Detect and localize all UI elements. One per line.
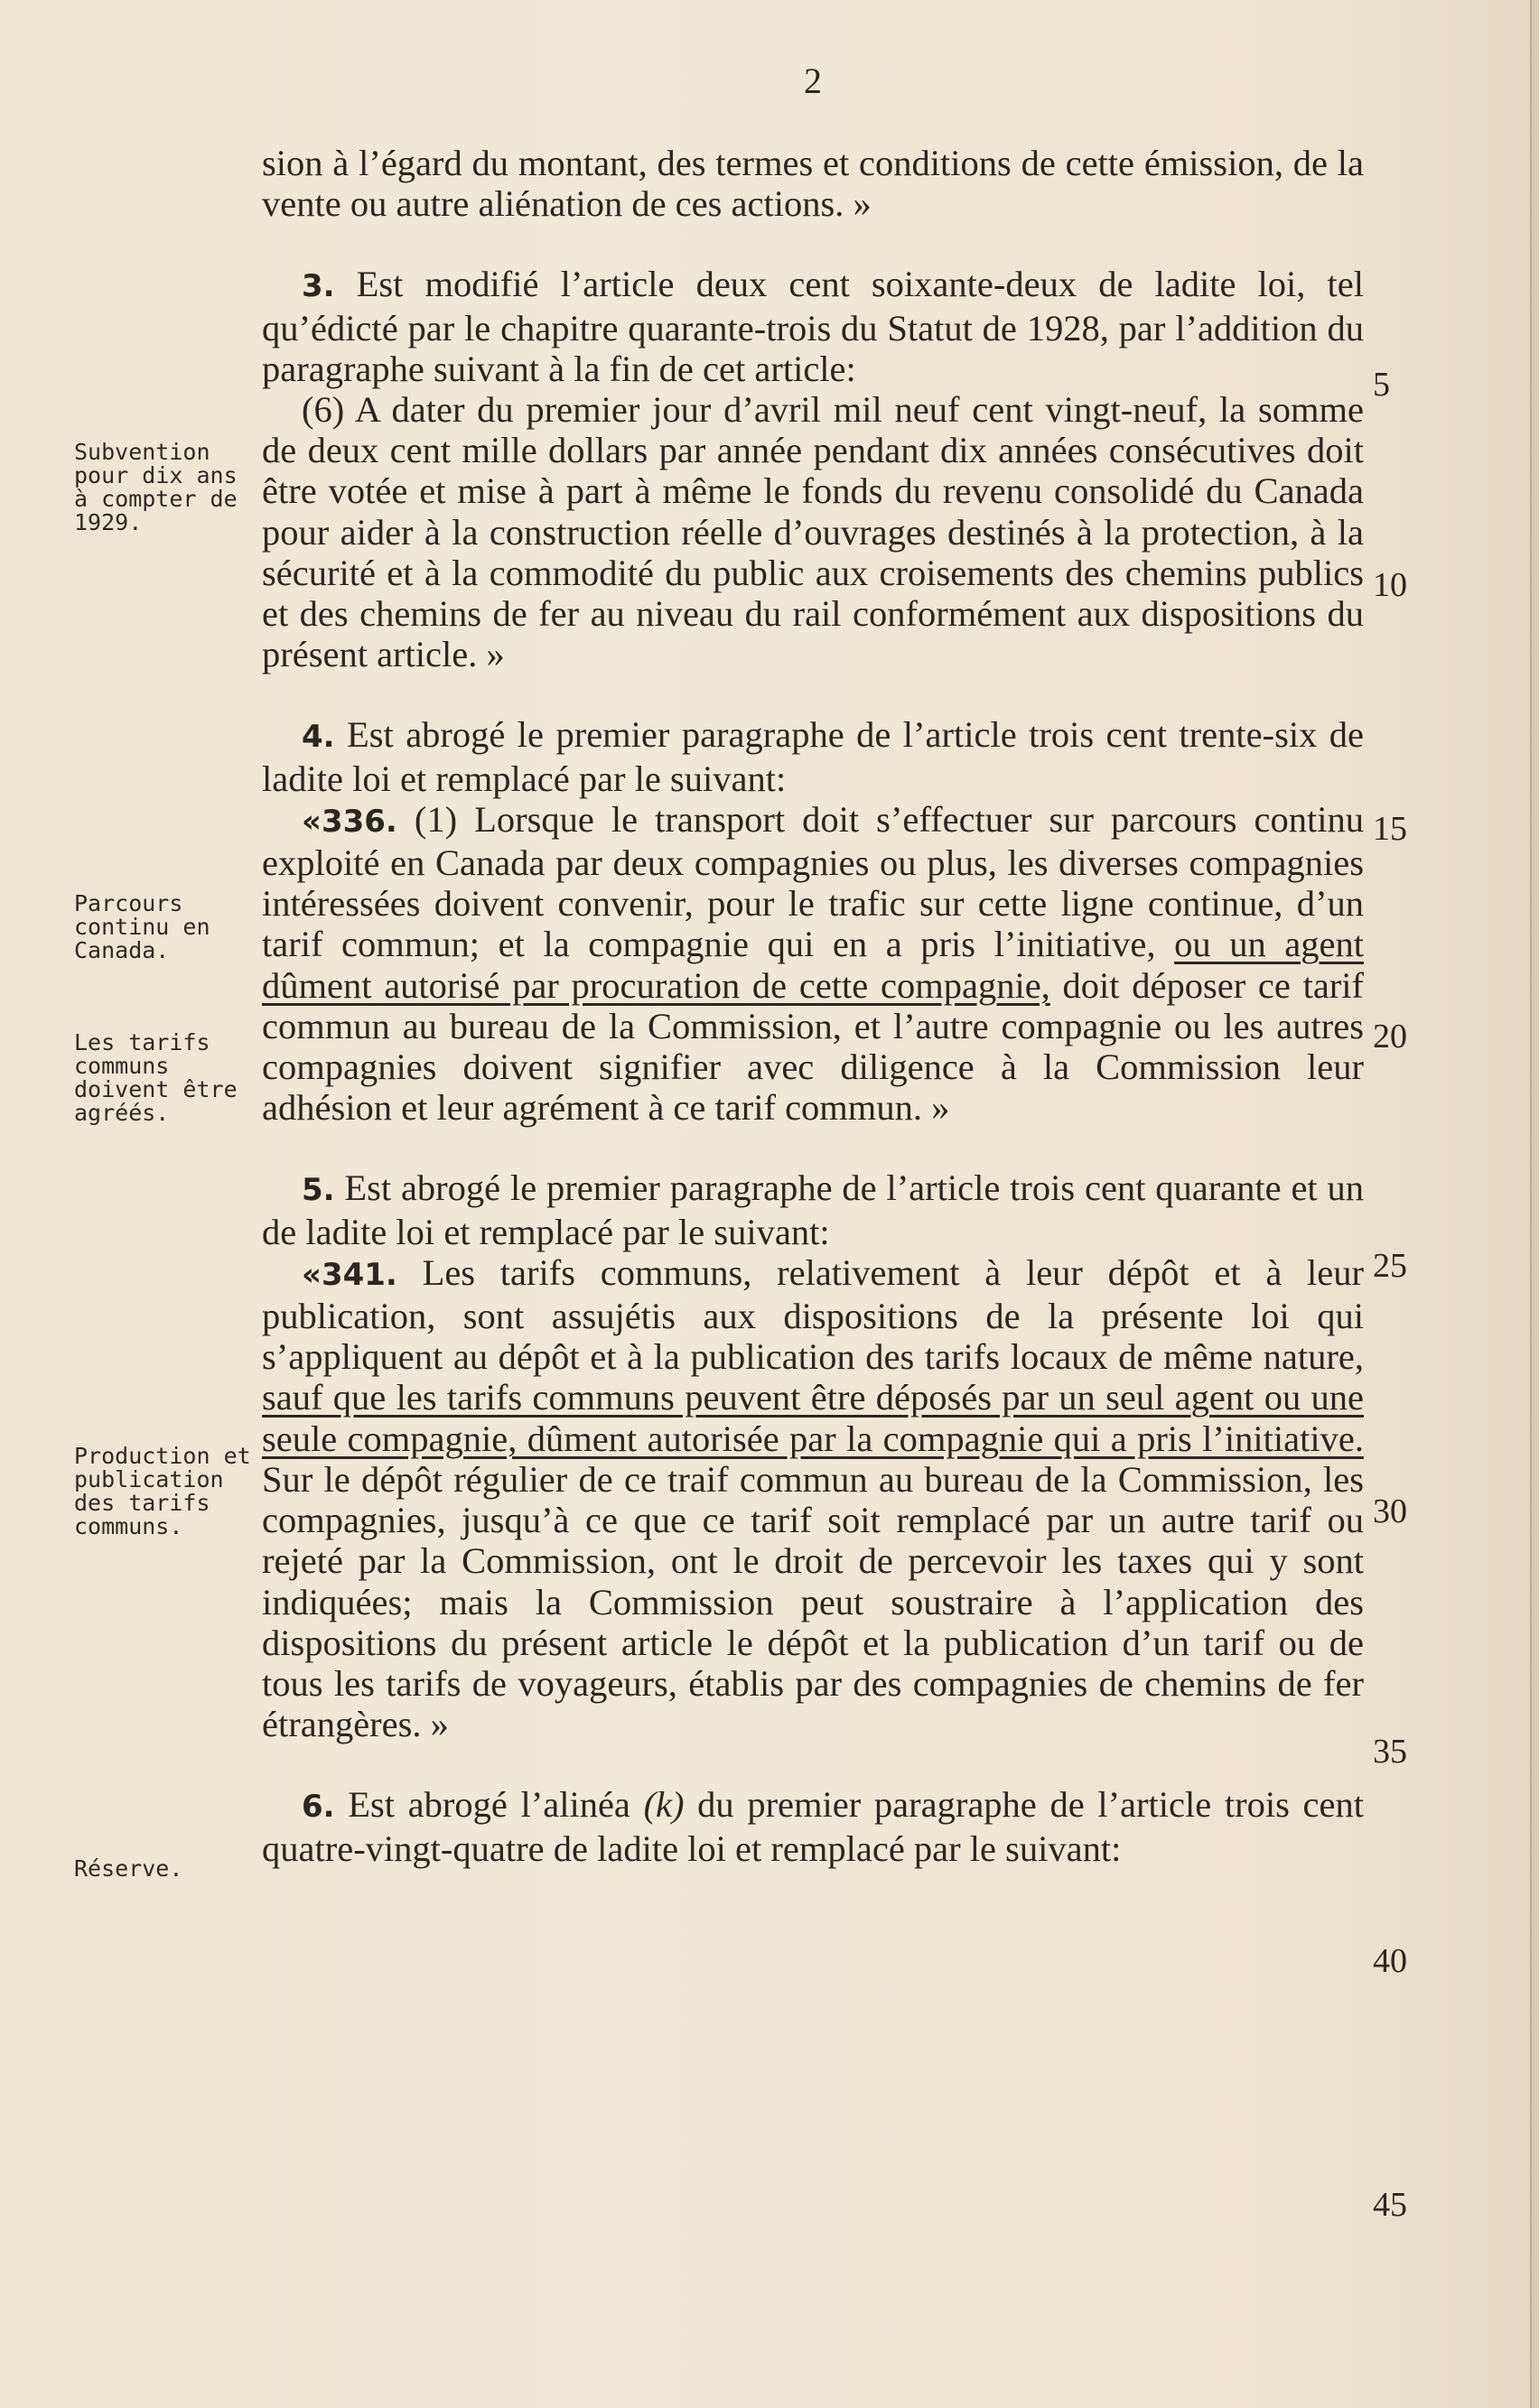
line-number: 40 (1373, 1942, 1407, 1980)
line-number: 5 (1373, 366, 1390, 404)
article-number: «341. (302, 1256, 397, 1293)
page-edge (1530, 0, 1539, 2408)
body-text (262, 143, 1364, 1869)
underlined-amendment: sauf que les tarifs communs peuvent être déposés par un seul agent ou une seule compagnie, dûment autorisée par la compagnie qui a pris l’initiative. (262, 1377, 1364, 1459)
article-341 (262, 1252, 1364, 1744)
section-4 (262, 714, 1364, 798)
page-number: 2 (804, 60, 822, 101)
margin-note-tarifs: Les tarifs communs doivent être agréés. (74, 1029, 238, 1126)
section-number: 6. (302, 1789, 335, 1826)
margin-note-subvention: Subvention pour dix ans à compter de 1929. (74, 439, 238, 535)
margin-note-parcours: Parcours continu en Canada. (74, 890, 210, 963)
section-text-continued: du premier paragraphe de l’article trois cent quatre-vingt-quatre de ladite loi et remplacé par le suivant: (262, 1784, 1364, 1869)
section-number: 3. (302, 268, 335, 305)
section-number: 4. (302, 719, 335, 756)
section-text: Est abrogé le premier paragraphe de l’article trois cent trente-six de ladite loi et remplacé par le suivant: (262, 714, 1364, 799)
subsection-6: (6) A dater du premier jour d’avril mil neuf cent vingt-neuf, la somme de deux cent mille dollars par année pendant dix années consécutives doit être votée et mise à part à même le fonds du revenu consolidé du Canada pour aider à la construction réelle d’ouvrages destinés à la protection, à la sécurité et à la commodité du public aux croisements des chemins publics et des chemins de fer au niveau du rail conformément aux dispositions du présent article. » (262, 389, 1364, 675)
article-text-continued: doit déposer ce tarif commun au bureau de la Commission, et l’autre compagnie ou les autres compagnies doivent signifier avec diligence à la Commission leur adhésion et leur agrément à ce tarif commun. » (262, 964, 1365, 1129)
margin-note-reserve: Réserve. (74, 1855, 183, 1882)
section-text: Est abrogé l’alinéa (348, 1784, 630, 1826)
section-5 (262, 1167, 1364, 1251)
article-text: (1) Lorsque le transport doit s’effectuer sur parcours continu exploité en Canada par deux compagnies ou plus, les diverses compagnies intéressées doivent convenir, pour le trafic sur cette ligne continue, d’un tarif commun; et la compagnie qui en a pris l’initiative, (262, 798, 1365, 965)
article-text-continued: Sur le dépôt régulier de ce traif commun au bureau de la Commission, les compagnies, jusqu’à ce que ce tarif soit remplacé par un autre tarif ou rejeté par la Commission, ont le droit de percevoir les taxes qui y sont indiquées; mais la Commission peut soustraire à l’application des dispositions du présent article le dépôt et la publication d’un tarif ou de tous les tarifs de voyageurs, établis par des compagnies de chemins de fer étrangères. » (262, 1458, 1364, 1745)
line-number: 30 (1373, 1492, 1407, 1530)
line-number: 15 (1373, 810, 1407, 848)
section-number: 5. (302, 1172, 335, 1209)
section-text: Est modifié l’article deux cent soixante-deux de ladite loi, tel qu’édicté par le chapitre quarante-trois du Statut de 1928, par l’addition du paragraphe suivant à la fin de cet article: (262, 264, 1364, 389)
underlined-amendment: ou un agent dûment autorisé par procuration de cette compagnie, (262, 924, 1365, 1006)
section-6 (262, 1784, 1364, 1868)
article-text: Les tarifs communs, relativement à leur dépôt et à leur publication, sont assujétis aux dispositions de la présente loi qui s’appliquent au dépôt et à la publication des tarifs locaux de même nature, (262, 1251, 1364, 1378)
article-number: «336. (302, 803, 397, 840)
line-number: 20 (1373, 1018, 1407, 1055)
paragraph-continuation: sion à l’égard du montant, des termes et conditions de cette émission, de la vente ou autre aliénation de ces actions. » (262, 143, 1364, 225)
margin-note-production: Production et publication des tarifs communs. (74, 1443, 251, 1539)
paragraph-letter: (k) (643, 1784, 685, 1826)
section-3 (262, 264, 1364, 389)
line-number: 45 (1373, 2186, 1407, 2224)
section-text: Est abrogé le premier paragraphe de l’article trois cent quarante et un de ladite loi et remplacé par le suivant: (262, 1167, 1364, 1252)
line-number: 10 (1373, 566, 1407, 604)
line-number: 25 (1373, 1247, 1407, 1285)
line-number: 35 (1373, 1733, 1407, 1771)
article-336 (262, 799, 1364, 1129)
